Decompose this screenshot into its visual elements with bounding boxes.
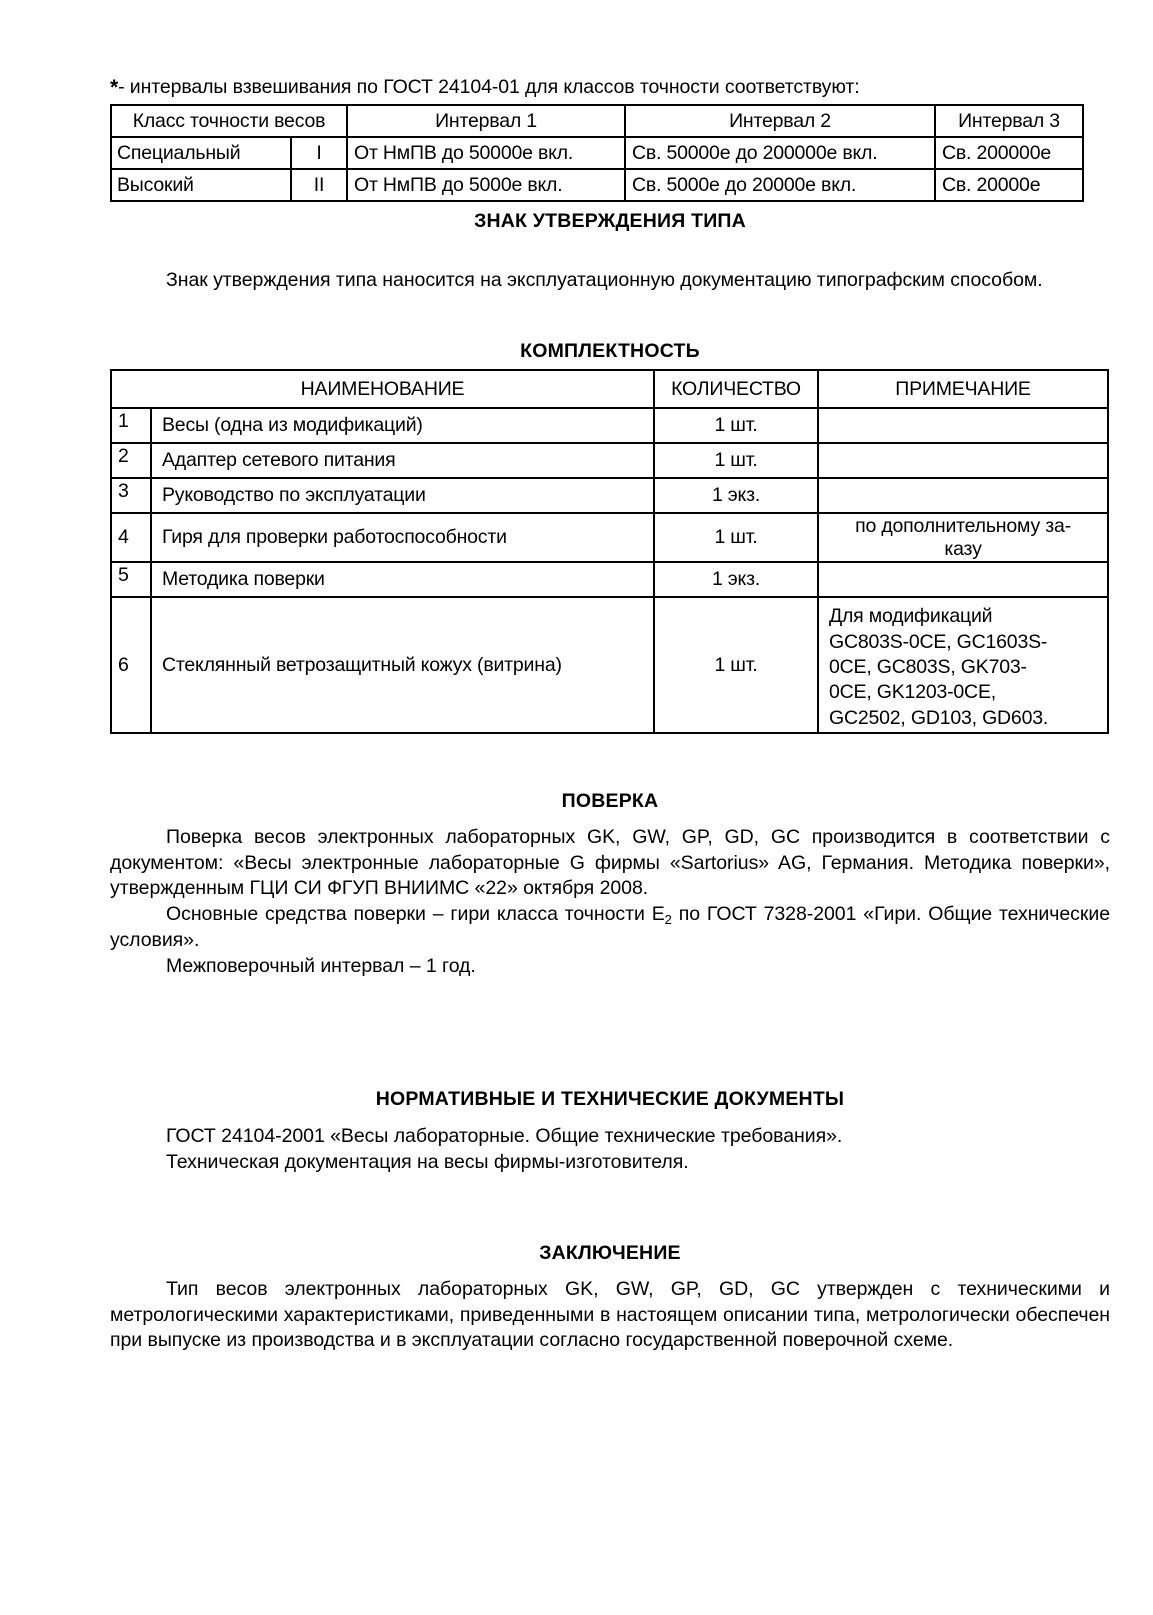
type-mark-body (110, 268, 1110, 294)
table-row (111, 597, 1108, 733)
documents-section (110, 1088, 1110, 1111)
conclusion-body (110, 1277, 1110, 1354)
row-name: Стеклянный ветрозащитный кожух (витрина) (151, 597, 654, 733)
verification-paragraph-1: Поверка весов электронных лабораторных GK, GW, GP, GD, GC производится в соответствии с документом: «Весы электронные лабораторные G фирмы «Sartorius» AG, Германия. Методика поверки», утвержденным ГЦИ СИ ФГУП ВНИИМС «22» октября 2008. (110, 826, 1110, 900)
row-name: Адаптер сетевого питания (151, 443, 654, 478)
note-line: по дополнительному за- (855, 515, 1071, 537)
footnote-text: - интервалы взвешивания по ГОСТ 24104-01 для классов точности соответствуют: (118, 76, 860, 98)
note-line: 0CE, GK1203-0CE, (829, 681, 996, 704)
row-quantity: 1 шт. (654, 513, 818, 562)
class-roman: I (291, 137, 347, 169)
class-interval-2: Св. 5000е до 20000е вкл. (625, 169, 935, 201)
header-interval-2: Интервал 2 (625, 105, 935, 137)
row-number: 1 (111, 408, 151, 443)
documents-line-1: ГОСТ 24104-2001 «Весы лабораторные. Общие технические требования». (166, 1125, 843, 1147)
accuracy-class-table (110, 104, 1084, 202)
row-quantity: 1 шт. (654, 443, 818, 478)
note-line: 0CE, GC803S, GK703- (829, 655, 1027, 678)
header-interval-3: Интервал 3 (935, 105, 1083, 137)
class-interval-1: От НмПВ до 5000е вкл. (347, 169, 625, 201)
class-interval-2: Св. 50000е до 200000е вкл. (625, 137, 935, 169)
header-name: НАИМЕНОВАНИЕ (111, 370, 654, 408)
documents-title: НОРМАТИВНЫЕ И ТЕХНИЧЕСКИЕ ДОКУМЕНТЫ (375, 1088, 845, 1110)
table-row (111, 137, 1083, 169)
verification-p2-after: по ГОСТ 7328-2001 «Гири. Общие технические условия». (110, 903, 1110, 952)
note-line: GC2502, GD103, GD603. (829, 706, 1049, 729)
documents-body (110, 1124, 1110, 1175)
header-interval-1: Интервал 1 (347, 105, 625, 137)
accuracy-section (110, 76, 1110, 202)
type-mark-paragraph: Знак утверждения типа наносится на эксплуатационную документацию типографским способом. (166, 269, 1043, 291)
note-line: Для модификаций (829, 605, 993, 628)
row-note (818, 408, 1108, 443)
row-quantity: 1 экз. (654, 562, 818, 597)
table-row (111, 169, 1083, 201)
verification-body (110, 825, 1110, 980)
row-quantity: 1 шт. (654, 408, 818, 443)
row-note (818, 443, 1108, 478)
class-name: Высокий (111, 169, 291, 201)
row-name: Руководство по эксплуатации (151, 478, 654, 513)
verification-title: ПОВЕРКА (561, 790, 659, 812)
row-name: Гиря для проверки работоспособности (151, 513, 654, 562)
completeness-title: КОМПЛЕКТНОСТЬ (520, 340, 700, 362)
documents-line-2: Техническая документация на весы фирмы-изготовителя. (166, 1150, 689, 1173)
completeness-section (110, 340, 1110, 734)
table-row (111, 478, 1108, 513)
table-row (111, 408, 1108, 443)
conclusion-section (110, 1242, 1110, 1265)
class-name: Специальный (111, 137, 291, 169)
table-row (111, 513, 1108, 562)
verification-p2-before: Основные средства поверки – гири класса точности Е (166, 903, 665, 926)
verification-paragraph-3: Межповерочный интервал – 1 год. (166, 955, 476, 978)
header-note: ПРИМЕЧАНИЕ (818, 370, 1108, 408)
conclusion-title: ЗАКЛЮЧЕНИЕ (539, 1242, 681, 1264)
row-name: Методика поверки (151, 562, 654, 597)
type-mark-title: ЗНАК УТВЕРЖДЕНИЯ ТИПА (474, 210, 746, 232)
row-number: 6 (111, 597, 151, 733)
header-quantity: КОЛИЧЕСТВО (654, 370, 818, 408)
class-interval-3: Св. 200000е (935, 137, 1083, 169)
header-class: Класс точности весов (111, 105, 347, 137)
row-quantity: 1 экз. (654, 478, 818, 513)
row-number: 5 (111, 562, 151, 597)
row-note (818, 597, 1108, 733)
class-interval-3: Св. 20000е (935, 169, 1083, 201)
class-interval-1: От НмПВ до 50000е вкл. (347, 137, 625, 169)
table-header-row (111, 105, 1083, 137)
note-line: казу (944, 537, 982, 560)
conclusion-paragraph: Тип весов электронных лабораторных GK, GW, GP, GD, GC утвержден с техническими и метрологическими характеристиками, приведенными в настоящем описании типа, метрологически обеспечен при выпуске из производства и в эксплуатации согласно государственной поверочной схеме. (110, 1278, 1110, 1352)
row-name: Весы (одна из модификаций) (151, 408, 654, 443)
table-header-row (111, 370, 1108, 408)
type-mark-section (110, 210, 1110, 233)
table-row (111, 562, 1108, 597)
accuracy-footnote (110, 76, 1110, 101)
row-number: 3 (111, 478, 151, 513)
verification-p2-subscript: 2 (664, 912, 672, 928)
table-row (111, 443, 1108, 478)
row-note (818, 562, 1108, 597)
row-note (818, 478, 1108, 513)
completeness-table (110, 369, 1109, 734)
note-line: GC803S-0CE, GC1603S- (829, 630, 1048, 653)
verification-section (110, 790, 1110, 813)
row-note (818, 513, 1108, 562)
row-number: 2 (111, 443, 151, 478)
class-roman: II (291, 169, 347, 201)
verification-paragraph-2 (110, 902, 1110, 954)
row-number: 4 (111, 513, 151, 562)
row-quantity: 1 шт. (654, 597, 818, 733)
footnote-star: * (110, 76, 119, 99)
